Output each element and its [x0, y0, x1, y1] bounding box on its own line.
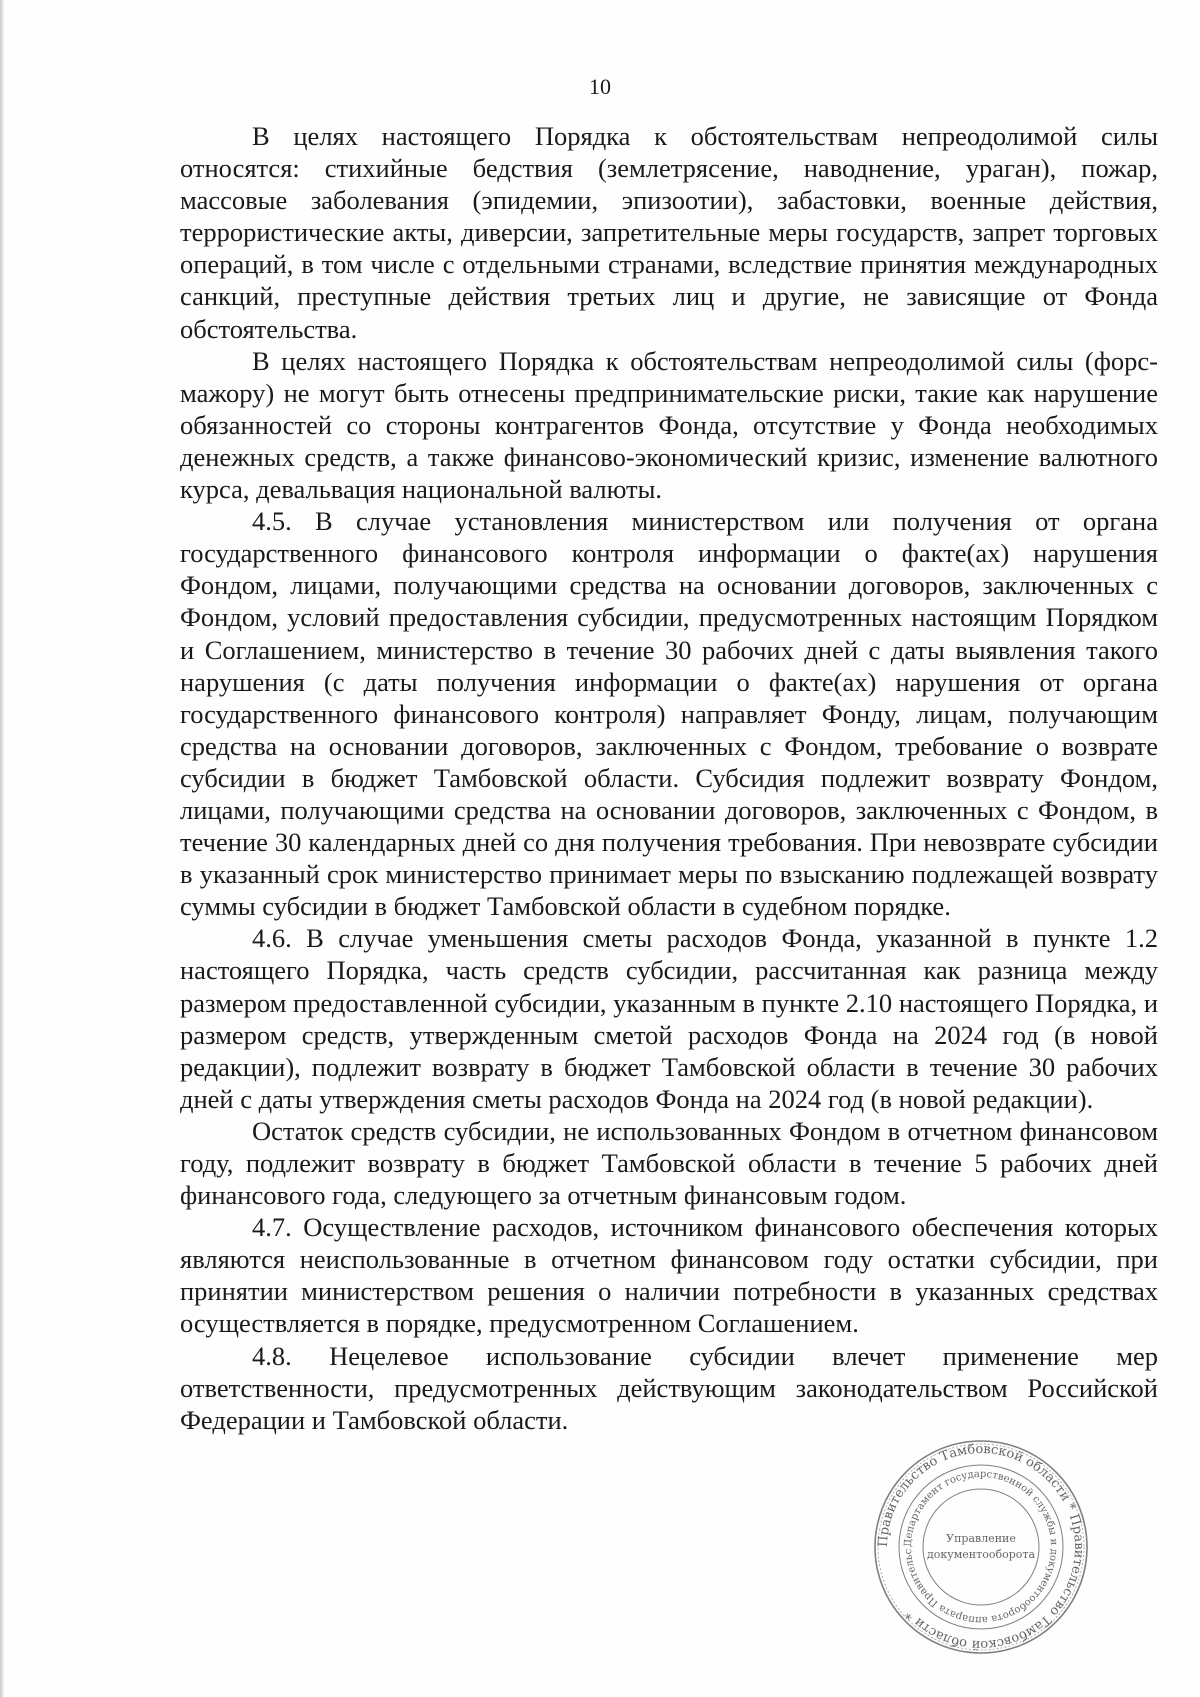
seal-center-line-2: документооборота	[926, 1548, 1036, 1561]
page-number: 10	[589, 74, 611, 99]
paragraph-subsidy-remainder: Остаток средств субсидии, не использованных Фондом в отчетном финансовом году, подлежит возврату в бюджет Тамбовской области в течение 5 рабочих дней финансового года, следующего за отчетным финансовым годом.	[180, 1115, 1158, 1211]
seal-center-line-1: Управление	[946, 1532, 1016, 1545]
paragraph-4-7: 4.7. Осуществление расходов, источником финансового обеспечения которых являются неиспользованные в отчетном финансовом году остатки субсидии, при принятии министерством решения о наличии потребности в указанных средствах осуществляется в порядке, предусмотренном Соглашением.	[180, 1212, 1158, 1339]
paragraph-force-majeure-definition: В целях настоящего Порядка к обстоятельствам непреодолимой силы относятся: стихийные бедствия (землетрясение, наводнение, ураган), пожар, массовые заболевания (эпидемии, эпизоотии), забастовки, военные действия, террористические акты, диверсии, запретительные меры государств, запрет торговых операций, в том числе с отдельными странами, вследствие принятия международных санкций, преступные действия третьих лиц и другие, не зависящие от Фонда обстоятельства.	[180, 121, 1158, 344]
seal-inner-text: Департамент государственной службы и документооборота аппарата Правительс	[902, 1468, 1060, 1626]
seal-middle-ring	[899, 1465, 1063, 1629]
paragraph-force-majeure-exclusions: В целях настоящего Порядка к обстоятельствам непреодолимой силы (форс-мажору) не могут быть отнесены предпринимательские риски, такие как нарушение обязанностей со стороны контрагентов Фонда, отсутствие у Фонда необходимых денежных средств, а также финансово-экономический кризис, изменение валютного курса, девальвация национальной валюты.	[180, 345, 1158, 505]
seal-outer-text: Правительство Тамбовской области * Правительство Тамбовской области *	[875, 1441, 1087, 1653]
seal-inner-ring	[923, 1489, 1039, 1605]
document-body	[180, 120, 1158, 1436]
paragraph-4-5: 4.5. В случае установления министерством или получения от органа государственного финансового контроля информации о факте(ах) нарушения Фондом, лицами, получающими средства на основании договоров, заключенных с Фондом, условий предоставления субсидии, предусмотренных настоящим Порядком и Соглашением, министерство в течение 30 рабочих дней с даты выявления такого нарушения (с даты получения информации о факте(ах) нарушения от органа государственного финансового контроля) направляет Фонду, лицам, получающим средства на основании договоров, заключенных с Фондом, требование о возврате субсидии в бюджет Тамбовской области. Субсидия подлежит возврату Фондом, лицами, получающими средства на основании договоров, заключенных с Фондом, в течение 30 календарных дней со дня получения требования. При невозврате субсидии в указанный срок министерство принимает меры по взысканию подлежащей возврату суммы субсидии в бюджет Тамбовской области в судебном порядке.	[180, 506, 1158, 922]
paragraph-4-8: 4.8. Нецелевое использование субсидии влечет применение мер ответственности, предусмотренных действующим законодательством Российской Федерации и Тамбовской области.	[180, 1340, 1158, 1435]
seal-graphic	[872, 1438, 1090, 1656]
paragraph-4-6: 4.6. В случае уменьшения сметы расходов Фонда, указанной в пункте 1.2 настоящего Порядка, часть средств субсидии, рассчитанная как разница между размером предоставленной субсидии, указанным в пункте 2.10 настоящего Порядка, и размером средств, утвержденным сметой расходов Фонда на 2024 год (в новой редакции), подлежит возврату в бюджет Тамбовской области в течение 30 рабочих дней с даты утверждения сметы расходов Фонда на 2024 год (в новой редакции).	[180, 923, 1158, 1114]
official-seal-stamp	[872, 1438, 1090, 1656]
scan-edge-shadow	[0, 0, 4, 1697]
